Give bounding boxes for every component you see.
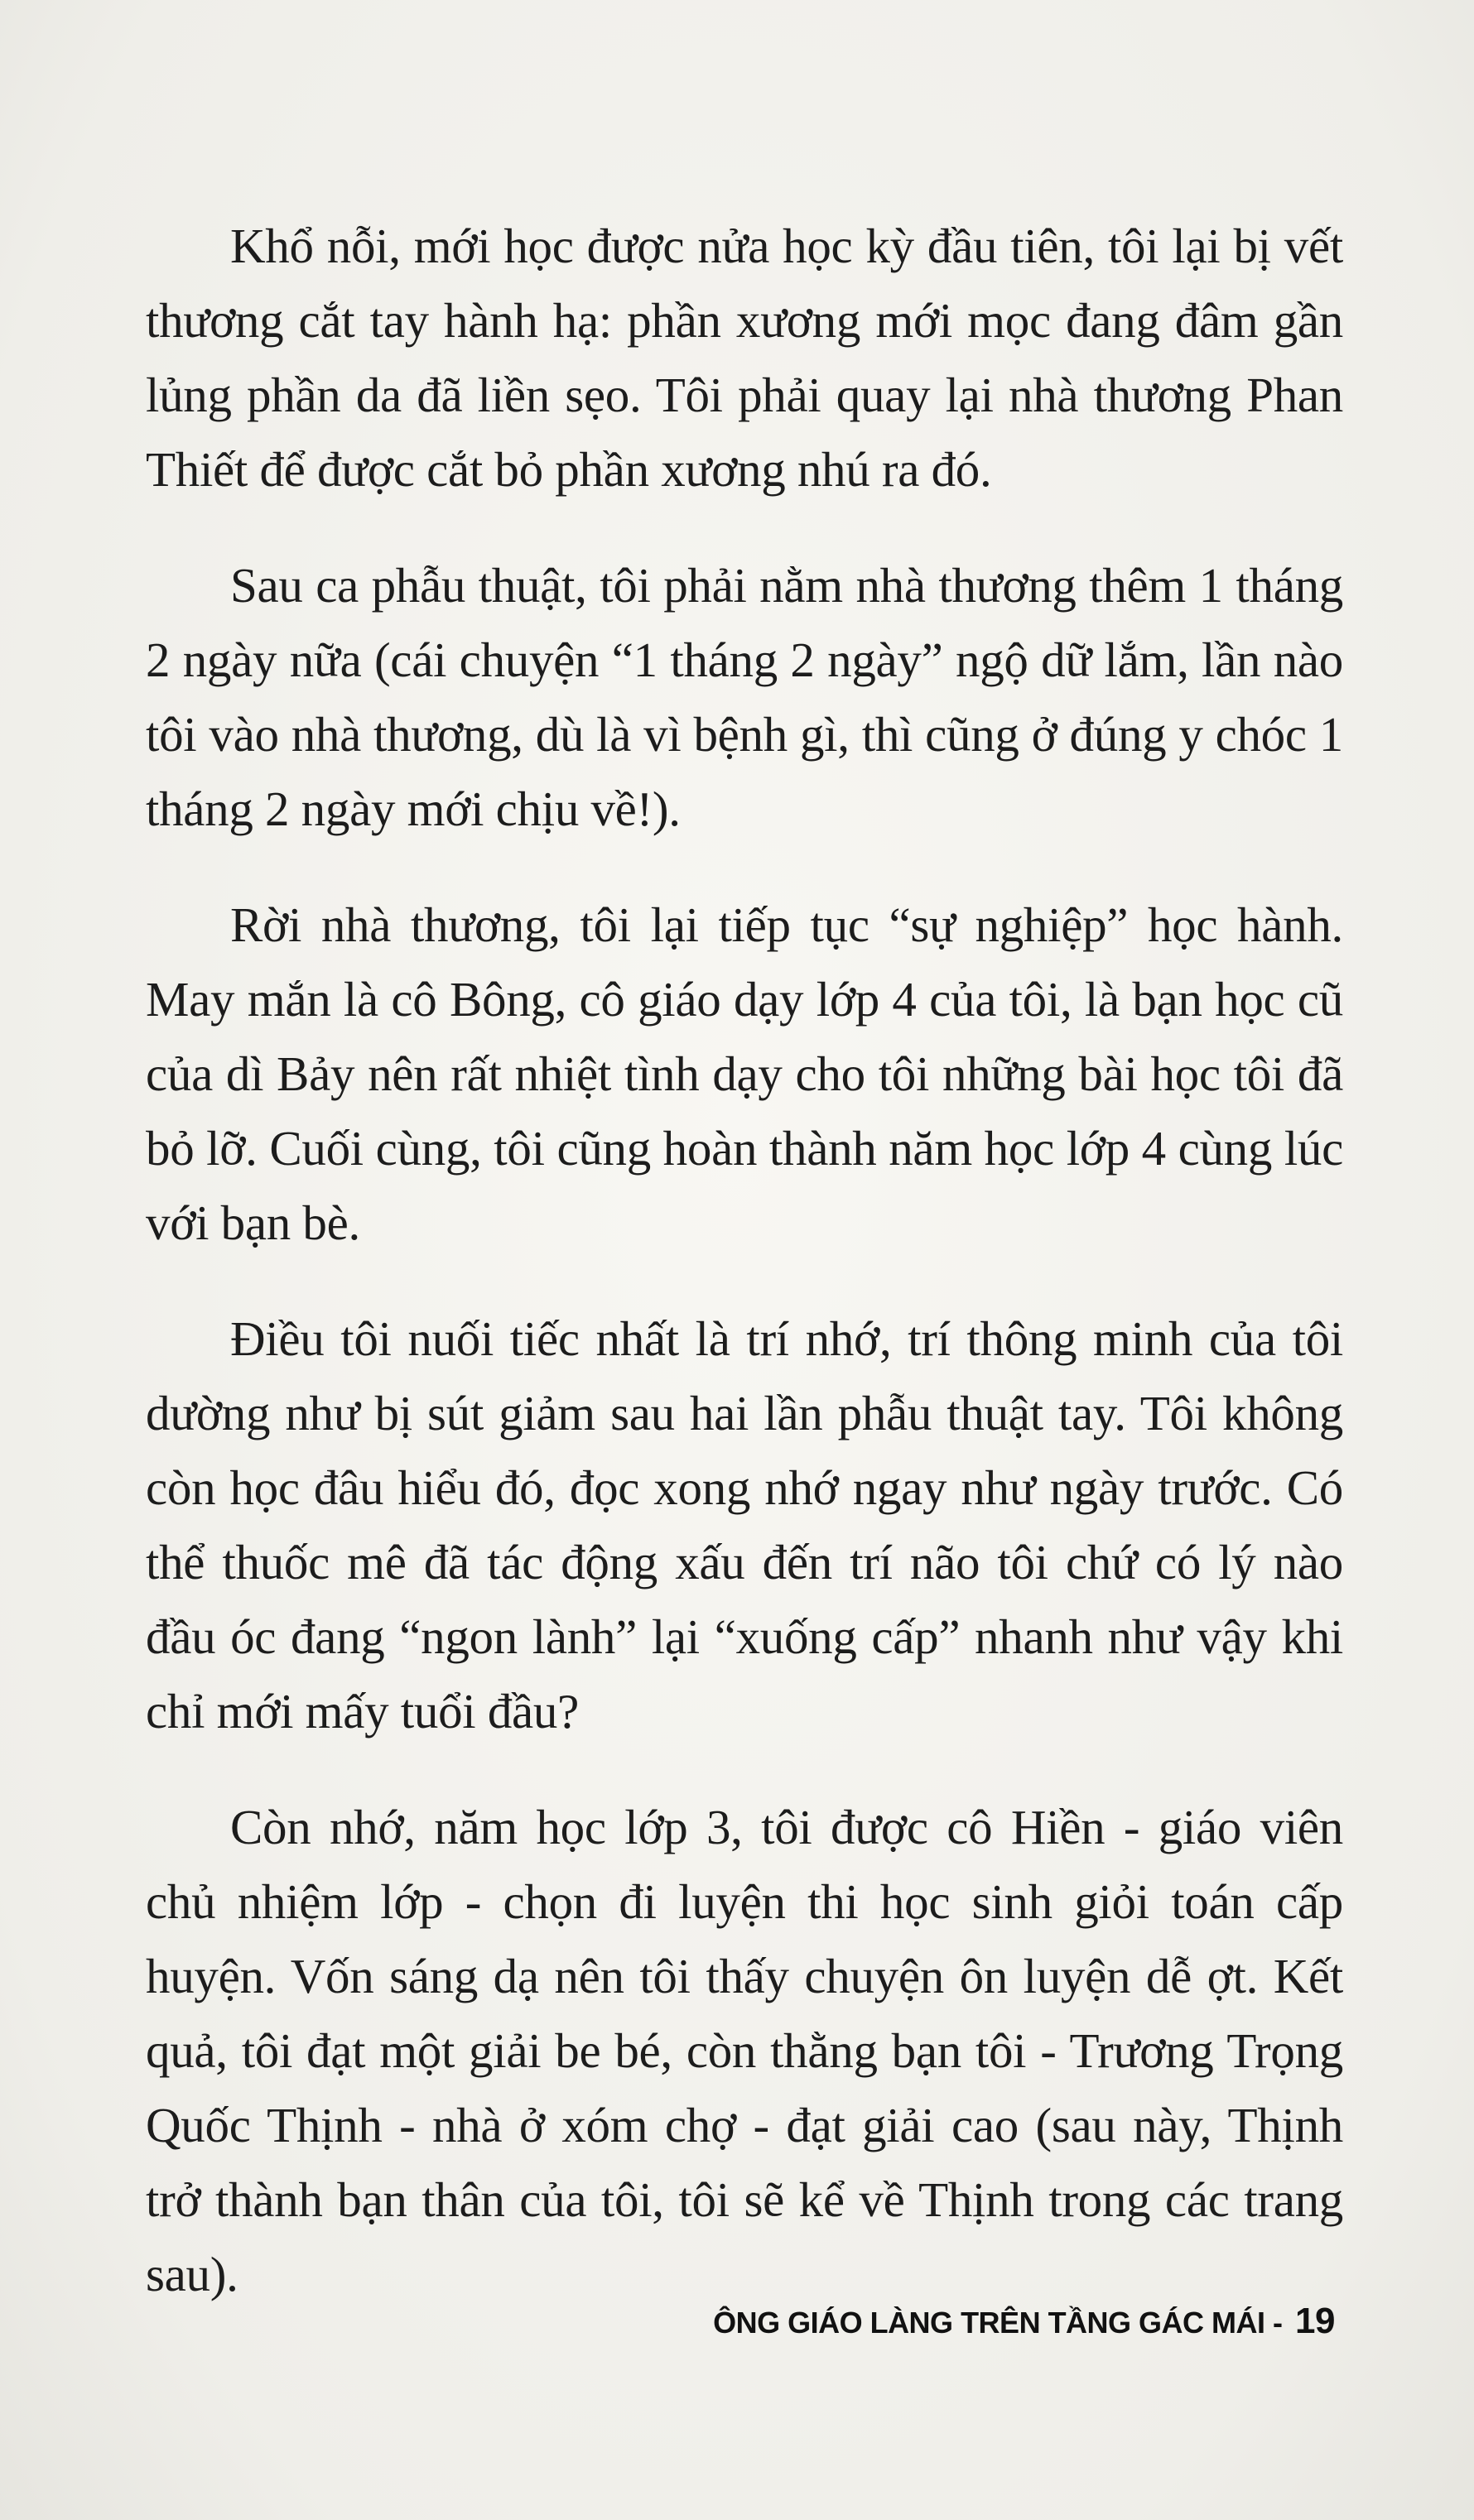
paragraph-4: Điều tôi nuối tiếc nhất là trí nhớ, trí thông minh của tôi dường như bị sút giảm sau hai lần phẫu thuật tay. Tôi không còn học đâu hiểu đó, đọc xong nhớ ngay như ngày trước. Có thể thuốc mê đã tác động xấu đến trí não tôi chứ có lý nào đầu óc đang “ngon lành” lại “xuống cấp” nhanh như vậy khi chỉ mới mấy tuổi đầu? — [146, 1311, 1343, 1739]
page-body — [146, 209, 1343, 2311]
paragraph-5: Còn nhớ, năm học lớp 3, tôi được cô Hiền - giáo viên chủ nhiệm lớp - chọn đi luyện thi học sinh giỏi toán cấp huyện. Vốn sáng dạ nên tôi thấy chuyện ôn luyện dễ ợt. Kết quả, tôi đạt một giải be bé, còn thằng bạn tôi - Trương Trọng Quốc Thịnh - nhà ở xóm chợ - đạt giải cao (sau này, Thịnh trở thành bạn thân của tôi, tôi sẽ kể về Thịnh trong các trang sau). — [146, 1800, 1343, 2301]
paragraph-3: Rời nhà thương, tôi lại tiếp tục “sự nghiệp” học hành. May mắn là cô Bông, cô giáo dạy lớp 4 của tôi, là bạn học cũ của dì Bảy nên rất nhiệt tình dạy cho tôi những bài học tôi đã bỏ lỡ. Cuối cùng, tôi cũng hoàn thành năm học lớp 4 cùng lúc với bạn bè. — [146, 897, 1343, 1250]
paragraph-1: Khổ nỗi, mới học được nửa học kỳ đầu tiên, tôi lại bị vết thương cắt tay hành hạ: phần xương mới mọc đang đâm gần lủng phần da đã liền sẹo. Tôi phải quay lại nhà thương Phan Thiết để được cắt bỏ phần xương nhú ra đó. — [146, 219, 1343, 497]
running-footer — [713, 2301, 1335, 2342]
paragraph-2: Sau ca phẫu thuật, tôi phải nằm nhà thương thêm 1 tháng 2 ngày nữa (cái chuyện “1 tháng 2 ngày” ngộ dữ lắm, lần nào tôi vào nhà thương, dù là vì bệnh gì, thì cũng ở đúng y chóc 1 tháng 2 ngày mới chịu về!). — [146, 558, 1343, 836]
footer-book-title: ÔNG GIÁO LÀNG TRÊN TẦNG GÁC MÁI - — [713, 2306, 1283, 2340]
page-number: 19 — [1295, 2301, 1335, 2341]
